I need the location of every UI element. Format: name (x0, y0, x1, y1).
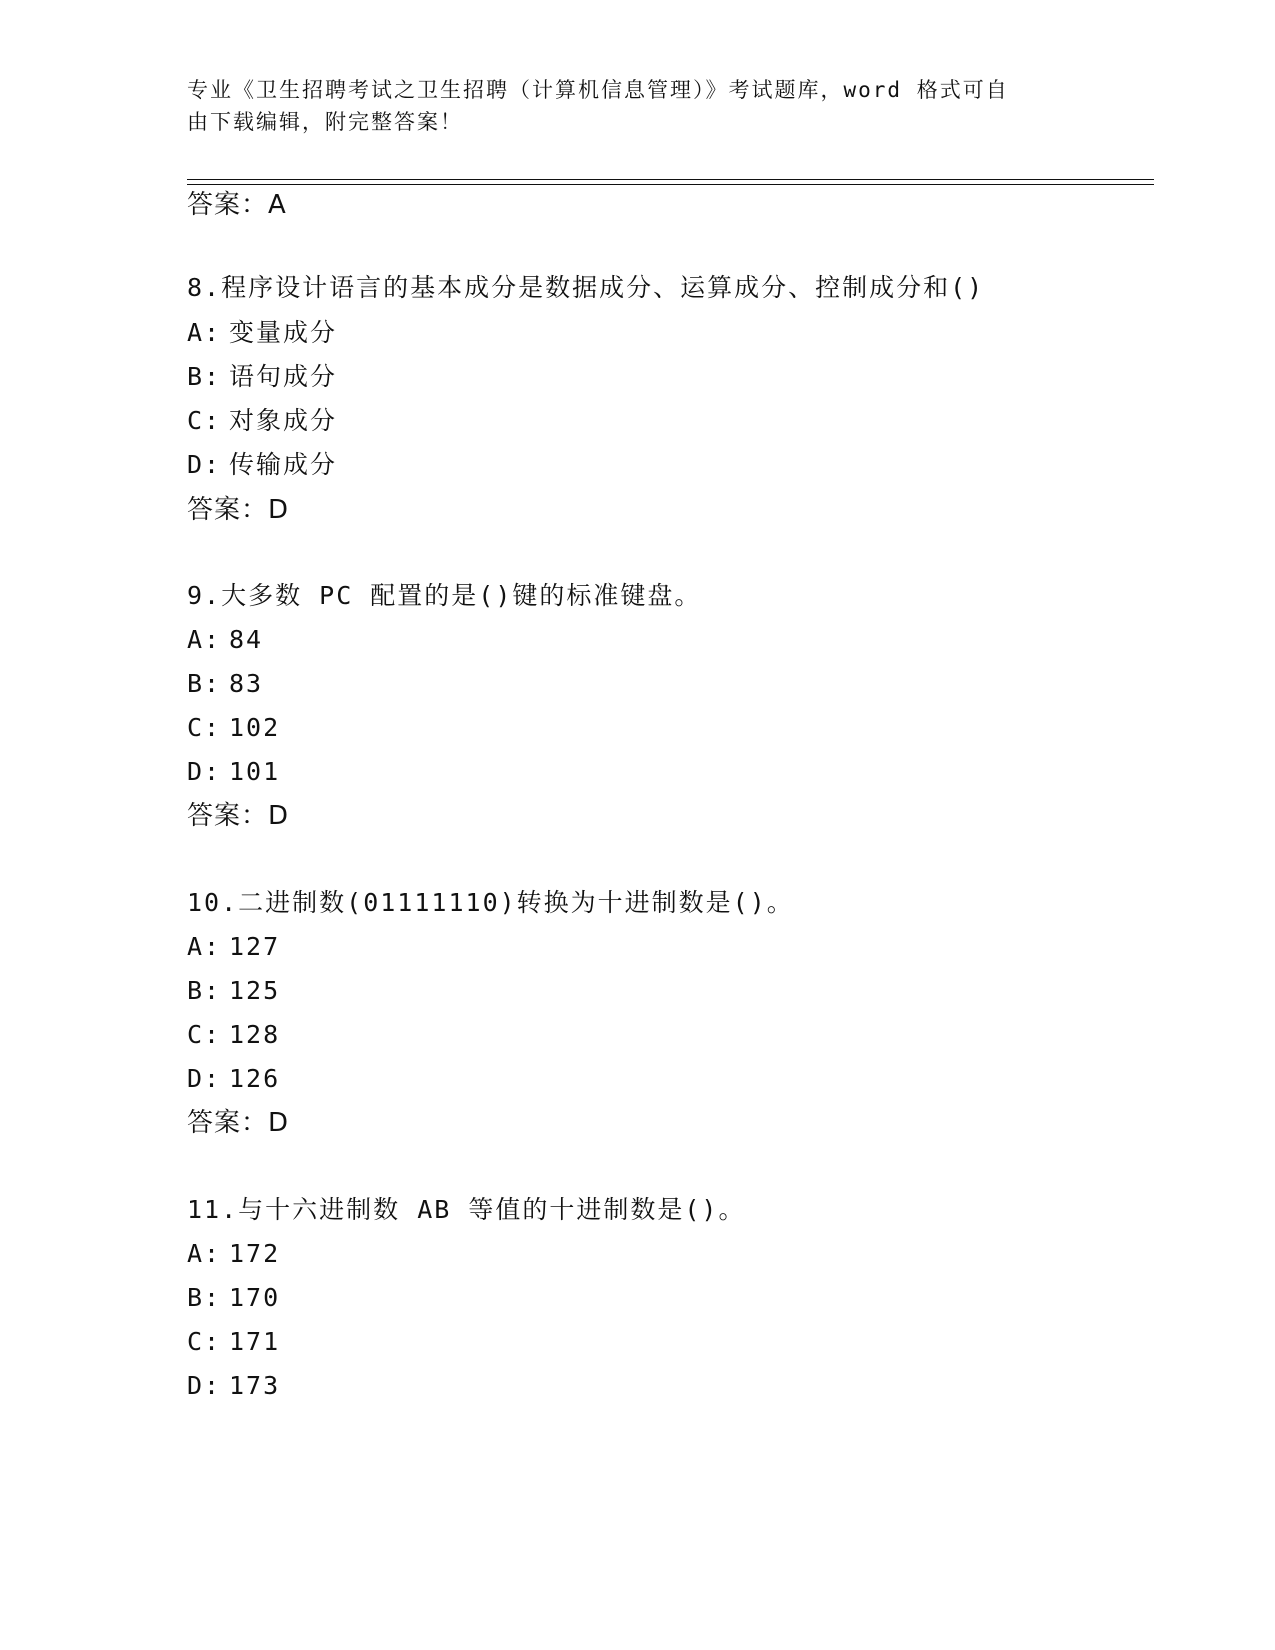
answer-10: 答案：D (187, 1108, 290, 1138)
option-11-a: A: 172 (187, 1239, 281, 1268)
question-9: 9.大多数 PC 配置的是()键的标准键盘。 (187, 581, 702, 610)
option-9-a: A: 84 (187, 625, 264, 654)
question-10: 10.二进制数(01111110)转换为十进制数是()。 (187, 888, 794, 917)
header-divider-bottom (187, 184, 1154, 185)
answer-9: 答案：D (187, 801, 290, 831)
option-8-b: B: 语句成分 (187, 362, 338, 391)
question-8: 8.程序设计语言的基本成分是数据成分、运算成分、控制成分和() (187, 273, 985, 302)
option-8-a: A: 变量成分 (187, 318, 338, 347)
document-header (187, 74, 1087, 138)
option-10-d: D: 126 (187, 1064, 281, 1093)
answer-8: 答案：D (187, 495, 290, 525)
option-11-d: D: 173 (187, 1371, 281, 1400)
header-line-2: 由下载编辑，附完整答案！ (187, 110, 463, 134)
option-11-c: C: 171 (187, 1327, 281, 1356)
question-11: 11.与十六进制数 AB 等值的十进制数是()。 (187, 1195, 746, 1224)
option-10-a: A: 127 (187, 932, 281, 961)
option-11-b: B: 170 (187, 1283, 281, 1312)
option-8-d: D: 传输成分 (187, 450, 338, 479)
option-10-b: B: 125 (187, 976, 281, 1005)
option-9-d: D: 101 (187, 757, 281, 786)
option-9-c: C: 102 (187, 713, 281, 742)
header-line-1: 专业《卫生招聘考试之卫生招聘（计算机信息管理）》考试题库，word 格式可自 (187, 78, 1009, 102)
option-9-b: B: 83 (187, 669, 264, 698)
header-divider-top (187, 179, 1154, 180)
option-10-c: C: 128 (187, 1020, 281, 1049)
option-8-c: C: 对象成分 (187, 406, 338, 435)
answer-line: 答案：A (187, 190, 287, 220)
